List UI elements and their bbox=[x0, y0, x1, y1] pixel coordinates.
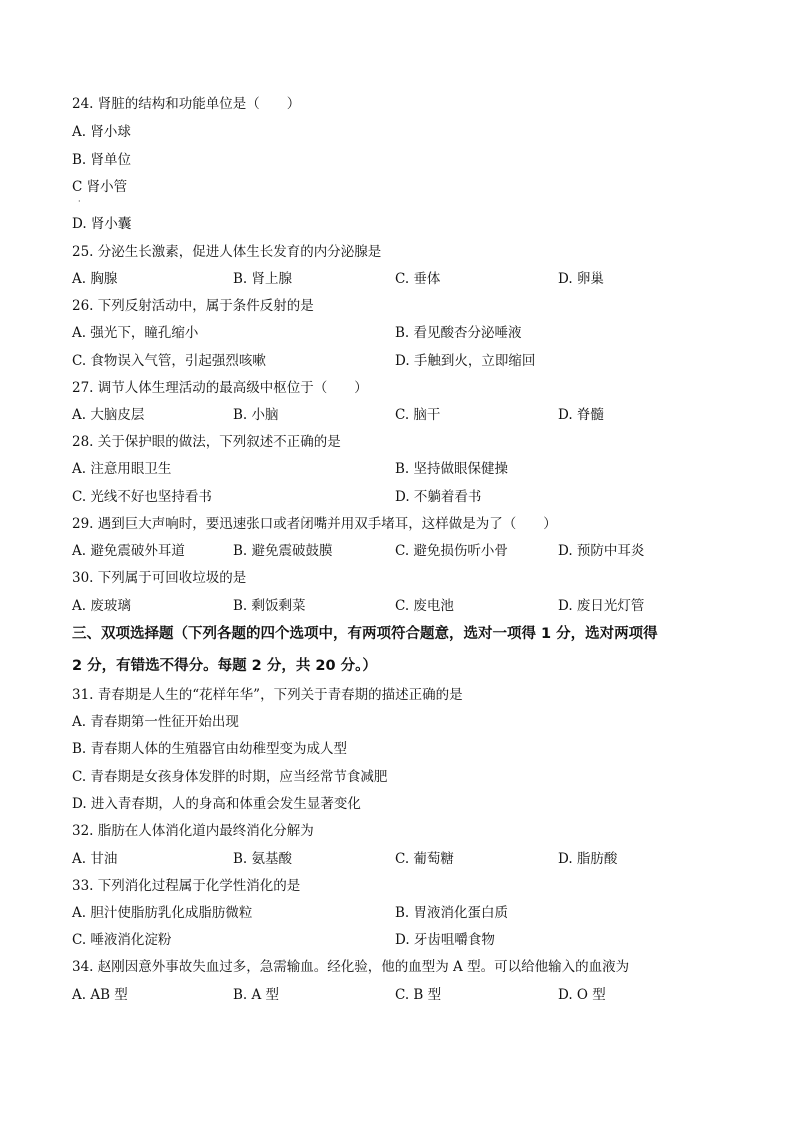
q27-option-a: A. 大脑皮层 bbox=[72, 407, 145, 423]
q32-option-d: D. 脂肪酸 bbox=[558, 851, 618, 867]
q26-stem: 26. 下列反射活动中，属于条件反射的是 bbox=[72, 298, 314, 314]
q24-option-c: C 肾小管 bbox=[72, 179, 128, 195]
q34-option-d: D. O 型 bbox=[558, 987, 606, 1003]
q31-stem: 31. 青春期是人生的“花样年华”，下列关于青春期的描述正确的是 bbox=[72, 687, 463, 703]
q33-option-c: C. 唾液消化淀粉 bbox=[72, 932, 172, 948]
q27-option-c: C. 脑干 bbox=[395, 407, 441, 423]
q28-option-d: D. 不躺着看书 bbox=[395, 489, 482, 505]
q29-option-b: B. 避免震破鼓膜 bbox=[233, 543, 333, 559]
q34-option-a: A. AB 型 bbox=[72, 987, 128, 1003]
q24-option-b: B. 肾单位 bbox=[72, 152, 132, 168]
q25-option-a: A. 胸腺 bbox=[72, 271, 118, 287]
q27-option-d: D. 脊髓 bbox=[558, 407, 604, 423]
q31-option-a: A. 青春期第一性征开始出现 bbox=[72, 714, 239, 730]
q30-option-d: D. 废日光灯管 bbox=[558, 598, 645, 614]
q27-option-b: B. 小脑 bbox=[233, 407, 279, 423]
stray-dot-mark: · bbox=[78, 197, 81, 206]
q32-stem: 32. 脂肪在人体消化道内最终消化分解为 bbox=[72, 823, 314, 839]
q29-option-a: A. 避免震破外耳道 bbox=[72, 543, 185, 559]
q32-option-c: C. 葡萄糖 bbox=[395, 851, 454, 867]
q26-option-d: D. 手触到火，立即缩回 bbox=[395, 353, 536, 369]
q33-option-a: A. 胆汁使脂肪乳化成脂肪微粒 bbox=[72, 905, 253, 921]
q30-option-b: B. 剩饭剩菜 bbox=[233, 598, 306, 614]
q28-stem: 28. 关于保护眼的做法，下列叙述不正确的是 bbox=[72, 434, 341, 450]
q33-option-b: B. 胃液消化蛋白质 bbox=[395, 905, 509, 921]
q26-option-b: B. 看见酸杏分泌唾液 bbox=[395, 325, 522, 341]
section-heading-line2: 2 分，有错选不得分。每题 2 分，共 20 分。） bbox=[72, 658, 377, 674]
q25-stem: 25. 分泌生长激素，促进人体生长发育的内分泌腺是 bbox=[72, 244, 382, 260]
section-heading-line1: 三、双项选择题（下列各题的四个选项中，有两项符合题意，选对一项得 1 分，选对两项得 bbox=[72, 626, 658, 642]
q33-stem: 33. 下列消化过程属于化学性消化的是 bbox=[72, 878, 301, 894]
q30-option-c: C. 废电池 bbox=[395, 598, 454, 614]
q34-option-b: B. A 型 bbox=[233, 987, 280, 1003]
q26-option-a: A. 强光下，瞳孔缩小 bbox=[72, 325, 199, 341]
q31-option-b: B. 青春期人体的生殖器官由幼稚型变为成人型 bbox=[72, 741, 348, 757]
q28-option-c: C. 光线不好也坚持看书 bbox=[72, 489, 212, 505]
q28-option-a: A. 注意用眼卫生 bbox=[72, 461, 172, 477]
q24-option-d: D. 肾小囊 bbox=[72, 216, 132, 232]
q28-option-b: B. 坚持做眼保健操 bbox=[395, 461, 509, 477]
q33-option-d: D. 牙齿咀嚼食物 bbox=[395, 932, 495, 948]
q24-option-a: A. 肾小球 bbox=[72, 124, 131, 140]
q26-option-c: C. 食物误入气管，引起强烈咳嗽 bbox=[72, 353, 266, 369]
q29-option-c: C. 避免损伤听小骨 bbox=[395, 543, 508, 559]
q25-option-b: B. 肾上腺 bbox=[233, 271, 293, 287]
q27-stem: 27. 调节人体生理活动的最高级中枢位于（ ） bbox=[72, 380, 368, 396]
q25-option-c: C. 垂体 bbox=[395, 271, 441, 287]
q30-stem: 30. 下列属于可回收垃圾的是 bbox=[72, 570, 247, 586]
q31-option-d: D. 进入青春期，人的身高和体重会发生显著变化 bbox=[72, 796, 361, 812]
q32-option-a: A. 甘油 bbox=[72, 851, 118, 867]
q34-stem: 34. 赵刚因意外事故失血过多，急需输血。经化验，他的血型为 A 型。可以给他输入的血液为 bbox=[72, 959, 630, 975]
q32-option-b: B. 氨基酸 bbox=[233, 851, 293, 867]
q25-option-d: D. 卵巢 bbox=[558, 271, 604, 287]
q29-stem: 29. 遇到巨大声响时，要迅速张口或者闭嘴并用双手堵耳，这样做是为了（ ） bbox=[72, 516, 557, 532]
q24-stem: 24. 肾脏的结构和功能单位是（ ） bbox=[72, 96, 301, 112]
q29-option-d: D. 预防中耳炎 bbox=[558, 543, 645, 559]
q30-option-a: A. 废玻璃 bbox=[72, 598, 131, 614]
q34-option-c: C. B 型 bbox=[395, 987, 442, 1003]
q31-option-c: C. 青春期是女孩身体发胖的时期，应当经常节食减肥 bbox=[72, 769, 388, 785]
